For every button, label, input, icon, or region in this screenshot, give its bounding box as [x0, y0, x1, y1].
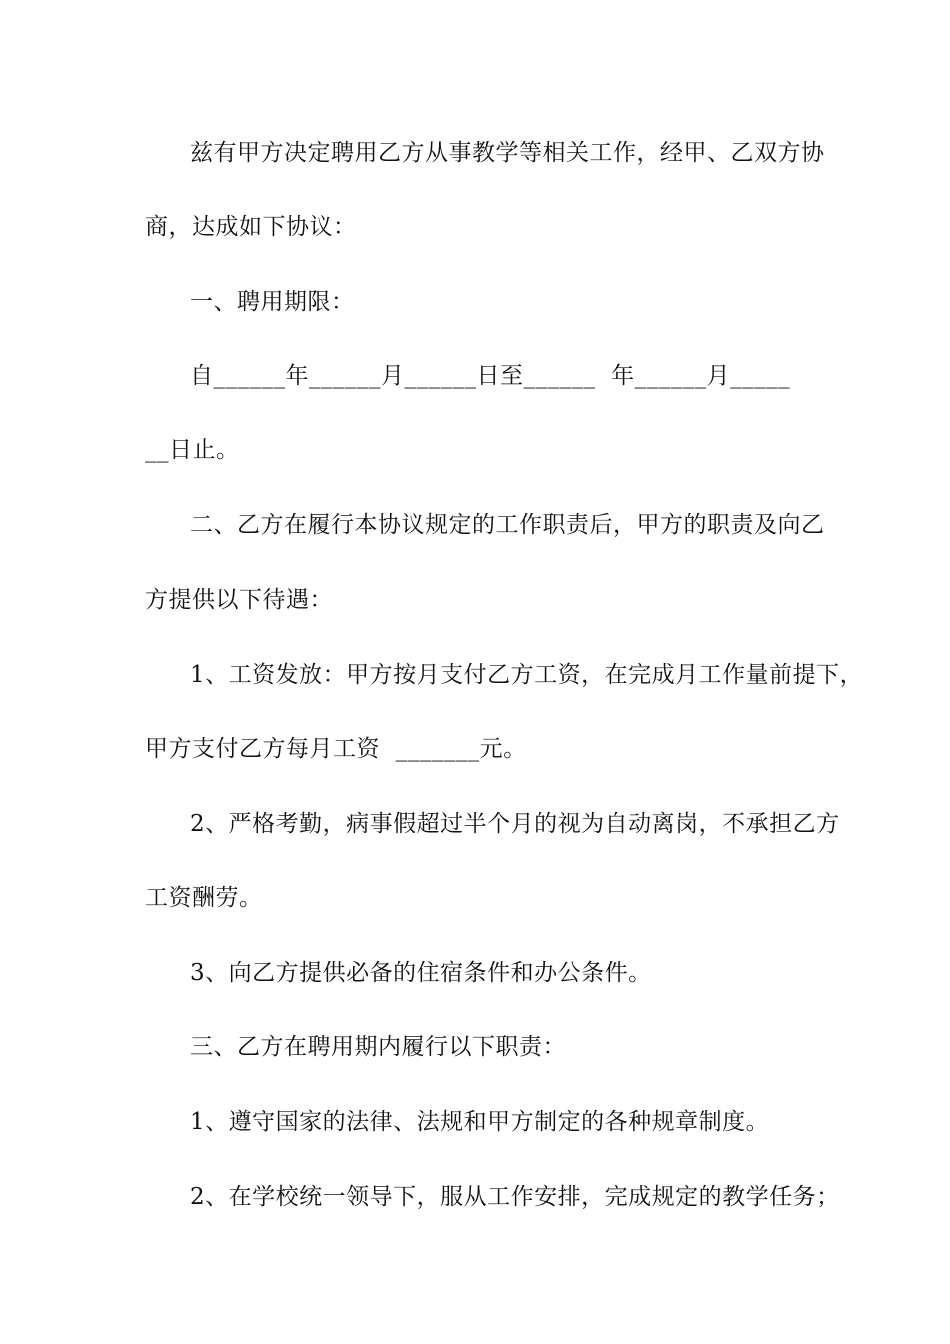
clause-teaching-tasks: 2、在学校统一领导下，服从工作安排，完成规定的教学任务； — [190, 1184, 840, 1210]
clause-salary-line-1: 1、工资发放：甲方按月支付乙方工资，在完成月工作量前提下， — [190, 662, 864, 688]
term-dates-line-1: 自______年______月______日至______ 年______月_____ — [190, 363, 791, 389]
clause-housing: 3、向乙方提供必备的住宿条件和办公条件。 — [190, 960, 652, 986]
section-heading-term: 一、聘用期限： — [190, 289, 355, 315]
clause-laws: 1、遵守国家的法律、法规和甲方制定的各种规章制度。 — [190, 1109, 770, 1135]
paragraph-intro-line-2: 商，达成如下协议： — [145, 214, 357, 240]
section-heading-duties-a-line-2: 方提供以下待遇： — [145, 587, 333, 613]
clause-attendance-line-1: 2、严格考勤，病事假超过半个月的视为自动离岗，不承担乙方 — [190, 811, 840, 837]
clause-salary-line-2: 甲方支付乙方每月工资 _______元。 — [145, 736, 527, 762]
term-dates-line-2: __日止。 — [145, 437, 240, 463]
paragraph-intro-line-1: 兹有甲方决定聘用乙方从事教学等相关工作，经甲、乙双方协 — [190, 140, 825, 166]
clause-attendance-line-2: 工资酬劳。 — [145, 885, 263, 911]
section-heading-duties-a-line-1: 二、乙方在履行本协议规定的工作职责后，甲方的职责及向乙 — [190, 512, 825, 538]
section-heading-duties-b: 三、乙方在聘用期内履行以下职责： — [190, 1034, 566, 1060]
